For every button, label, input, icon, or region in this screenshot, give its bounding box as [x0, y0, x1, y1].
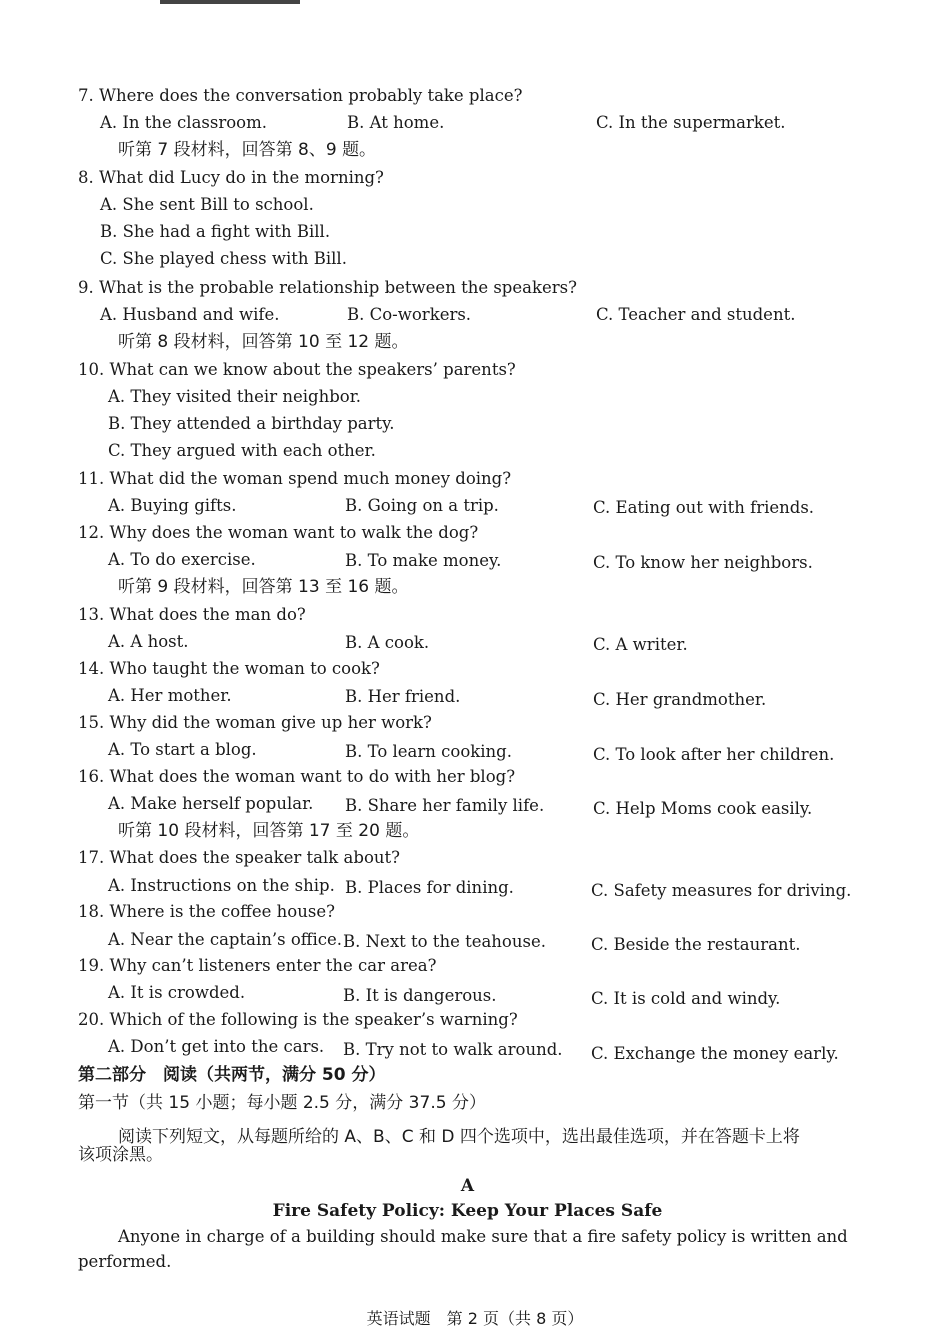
q17-option-b: B. Places for dining.	[345, 878, 514, 897]
question-14: 14. Who taught the woman to cook?	[78, 659, 380, 678]
q13-option-a: A. A host.	[108, 632, 189, 651]
passage-line-2: performed.	[78, 1252, 172, 1271]
part-2-section-1-heading: 第一节（共 15 小题；每小题 2.5 分，满分 37.5 分）	[78, 1093, 486, 1113]
section-9-heading: 听第 9 段材料，回答第 13 至 16 题。	[118, 577, 409, 597]
q16-option-a: A. Make herself popular.	[108, 794, 314, 813]
q9-option-b: B. Co-workers.	[347, 305, 472, 324]
instructions-line-2: 该项涂黑。	[78, 1145, 163, 1165]
q10-option-c: C. They argued with each other.	[108, 441, 376, 460]
q7-option-c: C. In the supermarket.	[596, 113, 786, 132]
q14-option-c: C. Her grandmother.	[593, 690, 767, 709]
question-9: 9. What is the probable relationship between the speakers?	[78, 278, 577, 297]
q7-option-b: B. At home.	[347, 113, 445, 132]
question-15: 15. Why did the woman give up her work?	[78, 713, 432, 732]
q8-option-a: A. She sent Bill to school.	[100, 195, 314, 214]
question-20: 20. Which of the following is the speaker’s warning?	[78, 1010, 518, 1029]
q17-option-a: A. Instructions on the ship.	[108, 876, 335, 895]
q20-option-b: B. Try not to walk around.	[343, 1040, 563, 1059]
question-10: 10. What can we know about the speakers’ parents?	[78, 360, 516, 379]
q12-option-b: B. To make money.	[345, 551, 502, 570]
part-2-heading: 第二部分 阅读（共两节，满分 50 分）	[78, 1065, 386, 1085]
question-19: 19. Why can’t listeners enter the car area?	[78, 956, 437, 975]
q14-option-a: A. Her mother.	[108, 686, 232, 705]
q19-option-b: B. It is dangerous.	[343, 986, 497, 1005]
q11-option-b: B. Going on a trip.	[345, 496, 499, 515]
question-16: 16. What does the woman want to do with her blog?	[78, 767, 516, 786]
q18-option-a: A. Near the captain’s office.	[108, 930, 342, 949]
q9-option-a: A. Husband and wife.	[100, 305, 280, 324]
q9-option-c: C. Teacher and student.	[596, 305, 796, 324]
q10-option-a: A. They visited their neighbor.	[108, 387, 362, 406]
q11-option-a: A. Buying gifts.	[108, 496, 237, 515]
q15-option-b: B. To learn cooking.	[345, 742, 512, 761]
section-10-heading: 听第 10 段材料，回答第 17 至 20 题。	[118, 821, 420, 841]
q20-option-a: A. Don’t get into the cars.	[108, 1037, 325, 1056]
q19-option-c: C. It is cold and windy.	[591, 989, 781, 1008]
q12-option-c: C. To know her neighbors.	[593, 553, 813, 572]
question-18: 18. Where is the coffee house?	[78, 902, 335, 921]
section-8-heading: 听第 8 段材料，回答第 10 至 12 题。	[118, 332, 409, 352]
q8-option-c: C. She played chess with Bill.	[100, 249, 347, 268]
question-12: 12. Why does the woman want to walk the dog?	[78, 523, 479, 542]
passage-line-1: Anyone in charge of a building should make sure that a fire safety policy is written and	[118, 1227, 848, 1246]
q17-option-c: C. Safety measures for driving.	[591, 881, 852, 900]
q14-option-b: B. Her friend.	[345, 687, 461, 706]
question-13: 13. What does the man do?	[78, 605, 306, 624]
q19-option-a: A. It is crowded.	[108, 983, 246, 1002]
page-footer: 英语试题 第 2 页（共 8 页）	[366, 1309, 584, 1328]
question-11: 11. What did the woman spend much money doing?	[78, 469, 512, 488]
question-7: 7. Where does the conversation probably take place?	[78, 86, 523, 105]
instructions-line-1: 阅读下列短文，从每题所给的 A、B、C 和 D 四个选项中，选出最佳选项，并在答题卡上将	[118, 1127, 800, 1147]
q16-option-c: C. Help Moms cook easily.	[593, 799, 813, 818]
question-8: 8. What did Lucy do in the morning?	[78, 168, 384, 187]
q18-option-b: B. Next to the teahouse.	[343, 932, 546, 951]
q13-option-c: C. A writer.	[593, 635, 688, 654]
q20-option-c: C. Exchange the money early.	[591, 1044, 839, 1063]
q16-option-b: B. Share her family life.	[345, 796, 545, 815]
question-17: 17. What does the speaker talk about?	[78, 848, 400, 867]
q18-option-c: C. Beside the restaurant.	[591, 935, 801, 954]
q7-option-a: A. In the classroom.	[100, 113, 267, 132]
passage-title: Fire Safety Policy: Keep Your Places Safe	[272, 1201, 663, 1221]
q15-option-c: C. To look after her children.	[593, 745, 835, 764]
q10-option-b: B. They attended a birthday party.	[108, 414, 395, 433]
section-7-heading: 听第 7 段材料，回答第 8、9 题。	[118, 140, 377, 160]
q8-option-b: B. She had a fight with Bill.	[100, 222, 331, 241]
q12-option-a: A. To do exercise.	[108, 550, 256, 569]
q13-option-b: B. A cook.	[345, 633, 430, 652]
passage-letter: A	[460, 1176, 475, 1196]
q15-option-a: A. To start a blog.	[108, 740, 257, 759]
top-edge-mark	[160, 0, 300, 4]
q11-option-c: C. Eating out with friends.	[593, 498, 815, 517]
